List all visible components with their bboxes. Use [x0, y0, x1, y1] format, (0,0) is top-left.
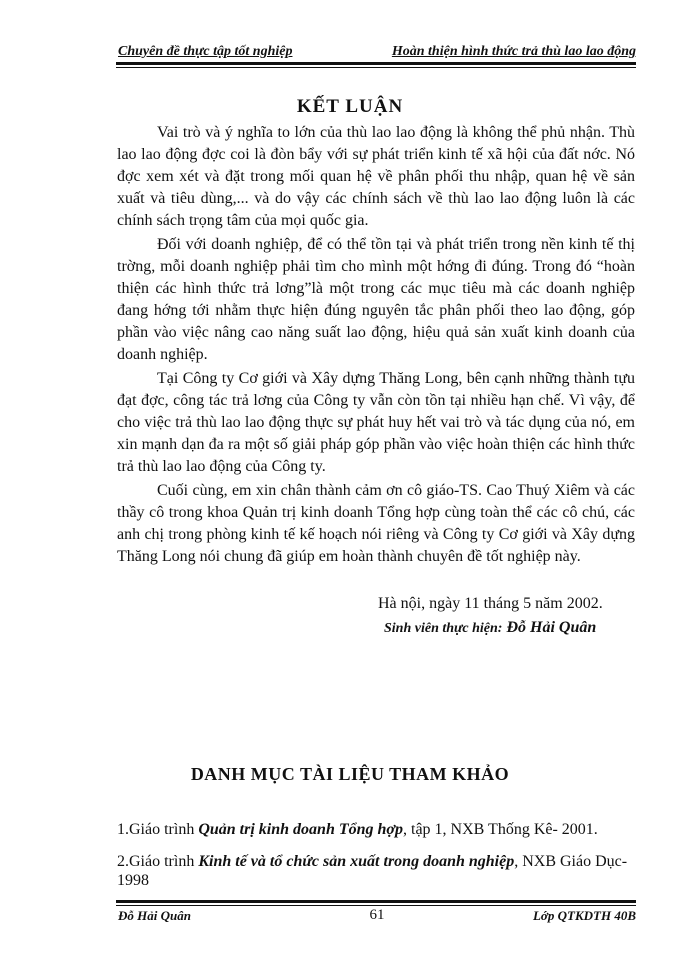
paragraph-2: Đối với doanh nghiệp, để có thể tồn tại và phát triển trong nền kinh tế thị trờng, mỗi doanh nghiệp phải tìm cho mình một hớng đi đúng. Trong đó “hoàn thiện các hình thức trả lơng”là một trong các mục tiêu mà các doanh nghiệp đang hớng tới nhằm thực hiện đúng nguyên tắc phân phối theo lao động, góp phần vào việc nâng cao năng suất lao động, hiệu quả sản xuất kinh doanh của doanh nghiệp.: [117, 236, 635, 363]
page-header: [118, 40, 636, 60]
reference-item-2: 2.Giáo trình Kinh tế và tổ chức sản xuất trong doanh nghiệp, NXB Giáo Dục- 1998: [117, 853, 628, 889]
page-footer: [118, 908, 636, 928]
reference-item-1: 1.Giáo trình Quản trị kinh doanh Tổng hợp, tập 1, NXB Thống Kê- 2001.: [117, 821, 598, 838]
signature-name: Đỗ Hải Quân: [506, 619, 597, 636]
signature-date: Hà nội, ngày 11 tháng 5 năm 2002.: [378, 595, 603, 612]
paragraph-1: Vai trò và ý nghĩa to lớn của thù lao lao động là không thể phủ nhận. Thù lao lao động đợc coi là đòn bẩy với sự phát triển kinh tế xã hội của đất nớc. Nó đợc xem xét và đặt trong mối quan hệ về phân phối thu nhập, quan hệ về sản xuất và tiêu dùng,... và do vậy các chính sách về thù lao lao động luôn là các chính sách trọng tâm của mọi quốc gia.: [117, 124, 635, 229]
footer-class: Lớp QTKDTH 40B: [532, 908, 636, 923]
header-rule-thin: [116, 67, 636, 68]
paragraph-4: Cuối cùng, em xin chân thành cảm ơn cô giáo-TS. Cao Thuý Xiêm và các thầy cô trong khoa Quản trị kinh doanh Tổng hợp cùng toàn thể các cô chú, các anh chị trong phòng kinh tế kế hoạch nói riêng và Công ty Cơ giới và Xây dựng Thăng Long nói chung đã giúp em hoàn thành chuyên đề tốt nghiệp này.: [117, 482, 635, 565]
header-right: Hoàn thiện hình thức trả thù lao lao động: [391, 44, 636, 59]
conclusion-title: KẾT LUẬN: [296, 96, 404, 117]
reference-book-1: Quản trị kinh doanh Tổng hợp: [198, 821, 403, 838]
footer-rule: [116, 900, 636, 903]
footer-rule-thin: [116, 905, 636, 906]
conclusion-body: [117, 122, 635, 570]
references-title: DANH MỤC TÀI LIỆU THAM KHẢO: [190, 764, 510, 784]
paragraph-3: Tại Công ty Cơ giới và Xây dựng Thăng Long, bên cạnh những thành tựu đạt đợc, công tác trả lơng của Công ty vẫn còn tồn tại nhiều hạn chế. Vì vậy, để cho việc trả thù lao lao động thực sự phát huy hết vai trò và tác dụng của nó, em xin mạnh dạn đa ra một số giải pháp góp phần vào việc hoàn thiện các hình thức trả thù lao lao động của Công ty.: [117, 370, 635, 475]
footer-author: Đỗ Hải Quân: [118, 908, 191, 923]
signature-role: Sinh viên thực hiện:: [384, 621, 503, 636]
header-left: Chuyên đề thực tập tốt nghiệp: [118, 44, 293, 59]
header-rule: [116, 62, 636, 65]
signature-block: [378, 592, 603, 641]
page-number: 61: [369, 907, 385, 923]
reference-book-2: Kinh tế và tổ chức sản xuất trong doanh nghiệp: [198, 853, 515, 870]
